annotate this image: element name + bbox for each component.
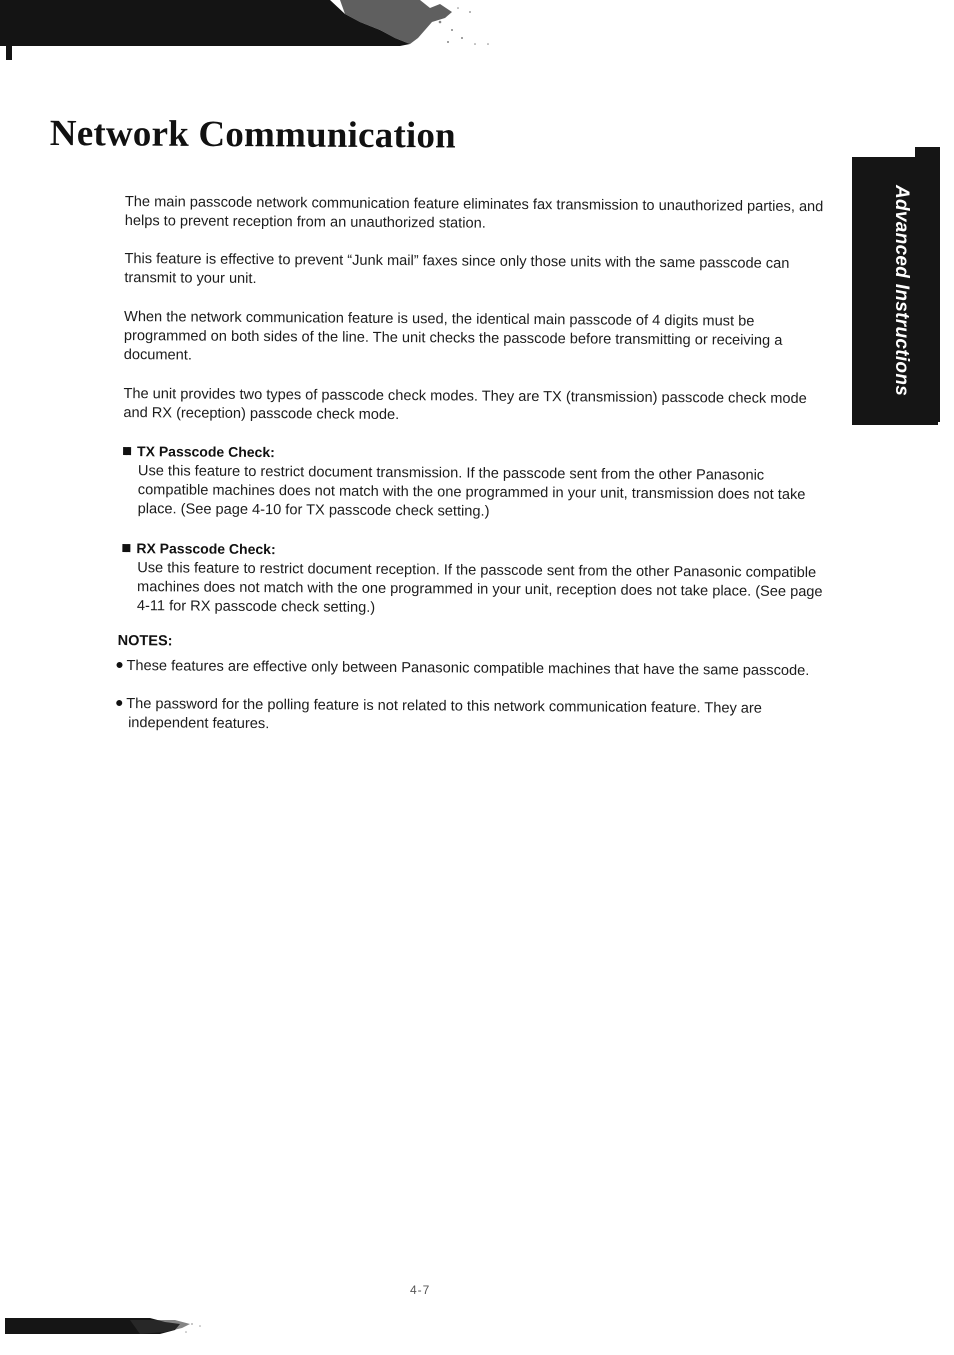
- note-item-2-text: The password for the polling feature is not related to this network communication feature. They are independent features.: [126, 696, 762, 733]
- bullet-dot-icon: [116, 700, 122, 706]
- rx-passcode-heading: [122, 540, 275, 557]
- intro-paragraph-1: The main passcode network communication feature eliminates fax transmission to unauthorized parties, and helps to prevent reception from an unauthorized station.: [124, 194, 824, 232]
- page-title: Network Communication: [49, 112, 457, 157]
- rx-passcode-heading-text: RX Passcode Check:: [136, 540, 276, 558]
- intro-paragraph-4: The unit provides two types of passcode check modes. They are TX (transmission) passcode check mode and RX (reception) passcode check mode.: [123, 386, 807, 424]
- intro-paragraph-3: When the network communication feature is used, the identical main passcode of 4 digits must be programmed on both sides of the line. The unit checks the passcode before transmitting or receiving a document.: [123, 309, 783, 364]
- notes-heading: NOTES:: [117, 632, 173, 650]
- note-item-2: [116, 695, 828, 738]
- tx-passcode-heading-text: TX Passcode Check:: [137, 443, 275, 461]
- rx-passcode-body: Use this feature to restrict document reception. If the passcode sent from the other Panasonic compatible machines does not match with the one programmed in your unit, reception does not take place. (See page 4-11 for RX passcode check setting.): [136, 560, 823, 616]
- note-item-1: [116, 657, 828, 681]
- square-bullet-icon: [123, 447, 131, 455]
- tx-passcode-heading: [123, 443, 275, 460]
- bullet-dot-icon: [116, 662, 122, 668]
- intro-paragraph-2: This feature is effective to prevent “Junk mail” faxes since only those units with the same passcode can transmit to your unit.: [124, 251, 790, 288]
- page-number: 4-7: [410, 1283, 431, 1297]
- section-tab-label: Advanced Instructions: [891, 185, 912, 397]
- tx-passcode-body: Use this feature to restrict document transmission. If the passcode sent from the other Panasonic compatible machines does not match with the one programmed in your unit, transmission does not take place. (See page 4-10 for TX passcode check setting.): [137, 463, 806, 520]
- note-item-1-text: These features are effective only between Panasonic compatible machines that have the same passcode.: [126, 658, 810, 680]
- square-bullet-icon: [122, 544, 130, 552]
